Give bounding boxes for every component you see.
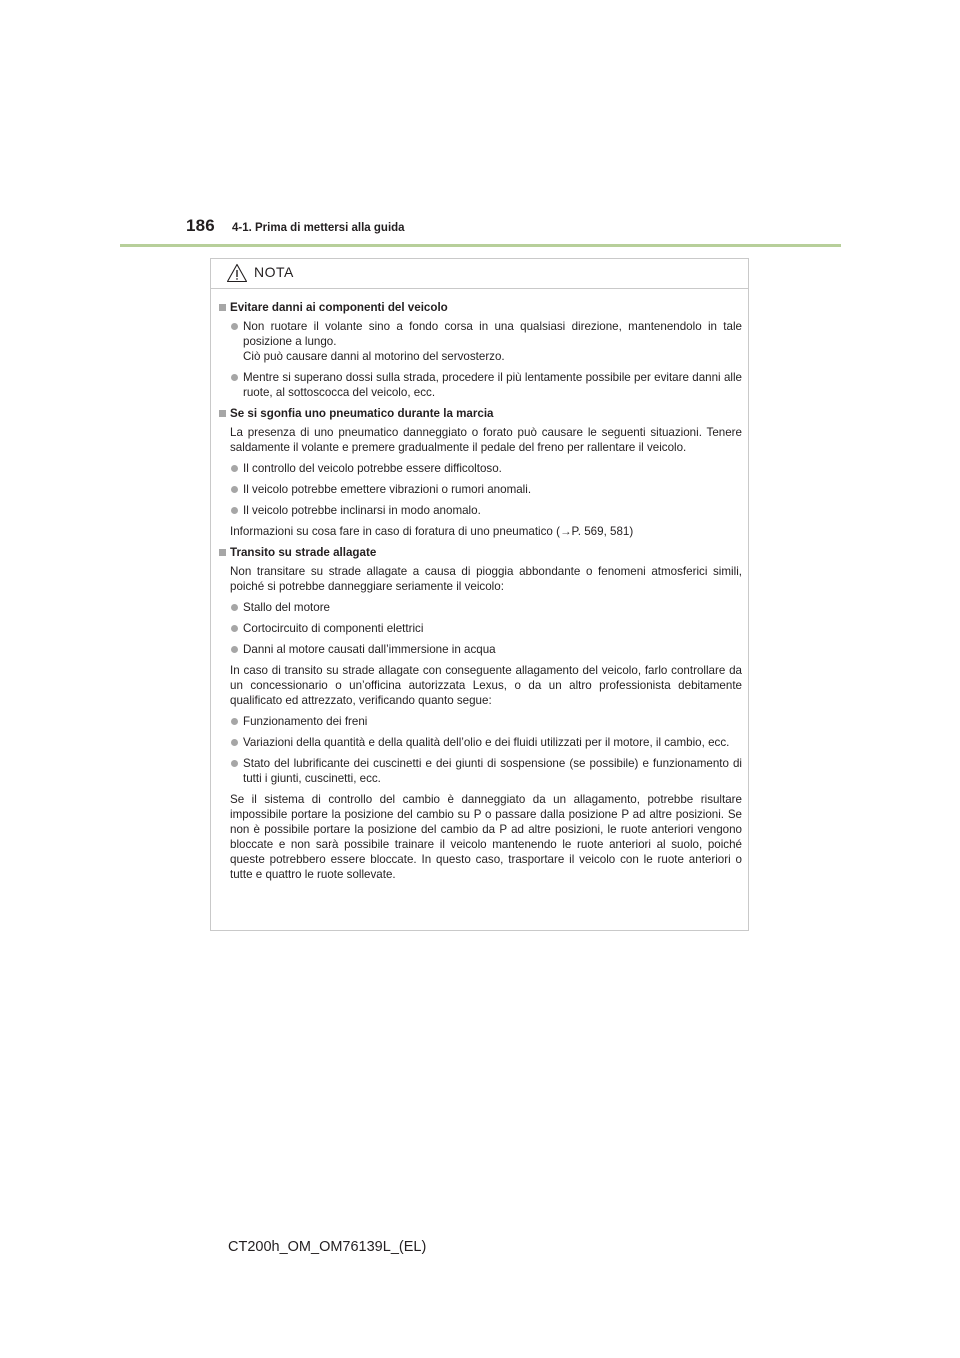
list-item: Mentre si superano dossi sulla strada, procedere il più lentamente possibile per evitare danni alle ruote, al sottoscocca del veicolo, ecc. xyxy=(219,370,742,400)
list-item: Variazioni della quantità e della qualità dell’olio e dei fluidi utilizzati per il motore, il cambio, ecc. xyxy=(219,735,742,750)
list-item: Il controllo del veicolo potrebbe essere difficoltoso. xyxy=(219,461,742,476)
note-box xyxy=(210,258,749,931)
page-number: 186 xyxy=(186,216,215,235)
section-title: 4-1. Prima di mettersi alla guida xyxy=(232,222,405,234)
paragraph: La presenza di uno pneumatico danneggiato o forato può causare le seguenti situazioni. Tenere saldamente il volante e premere gradualmente il pedale del freno per rallentare il veicolo. xyxy=(230,426,742,454)
list-item: Stallo del motore xyxy=(219,600,742,615)
document-code: CT200h_OM_OM76139L_(EL) xyxy=(228,1239,427,1255)
paragraph: Non transitare su strade allagate a causa di pioggia abbondante o fenomeni atmosferici simili, poiché si potrebbe danneggiare seriamente il veicolo: xyxy=(230,565,742,593)
list-item: Funzionamento dei freni xyxy=(219,714,742,729)
note-title: NOTA xyxy=(254,264,294,280)
section-heading-flat-tire: Se si sgonfia uno pneumatico durante la marcia xyxy=(219,406,742,421)
paragraph: Se il sistema di controllo del cambio è danneggiato da un allagamento, potrebbe risultare impossibile portare la posizione del cambio su P o passare dalla posizione P ad altre posizioni. Se non è possibile portare la posizione del cambio da P ad altre posizioni, le ruote anteriori vengono bloccate e non sarà possibile trainare il veicolo mantenendo le ruote anteriori al suolo, poiché queste potrebbero essere bloccate. In questo caso, trasportare il veicolo con le ruote anteriori o tutte e quattro le ruote sollevate. xyxy=(230,793,742,881)
section-heading-avoid-damage: Evitare danni ai componenti del veicolo xyxy=(219,300,742,315)
list-item: Il veicolo potrebbe emettere vibrazioni o rumori anomali. xyxy=(219,482,742,497)
note-body xyxy=(211,289,748,882)
note-header xyxy=(211,259,748,289)
list-item: Stato del lubrificante dei cuscinetti e dei giunti di sospensione (se possibile) e funzionamento di tutti i giunti, cuscinetti, ecc. xyxy=(219,756,742,786)
list-item: Danni al motore causati dall’immersione in acqua xyxy=(219,642,742,657)
list-item: Il veicolo potrebbe inclinarsi in modo anomalo. xyxy=(219,503,742,518)
list-item xyxy=(219,319,742,364)
list-item-text: Non ruotare il volante sino a fondo corsa in una qualsiasi direzione, mantenendolo in tale posizione a lungo. xyxy=(243,320,742,348)
paragraph-reference: Informazioni su cosa fare in caso di foratura di uno pneumatico (→P. 569, 581) xyxy=(230,525,634,538)
list-item-text: Ciò può causare danni al motorino del servosterzo. xyxy=(243,350,505,363)
warning-triangle-icon xyxy=(226,263,248,283)
list-item: Cortocircuito di componenti elettrici xyxy=(219,621,742,636)
section-heading-flooded-roads: Transito su strade allagate xyxy=(219,545,742,560)
paragraph: In caso di transito su strade allagate con conseguente allagamento del veicolo, farlo controllare da un concessionario o un’officina autorizzata Lexus, o da un altro professionista debitamente qualificato ed attrezzato, verificando quanto segue: xyxy=(230,664,742,707)
header-rule xyxy=(120,244,841,247)
